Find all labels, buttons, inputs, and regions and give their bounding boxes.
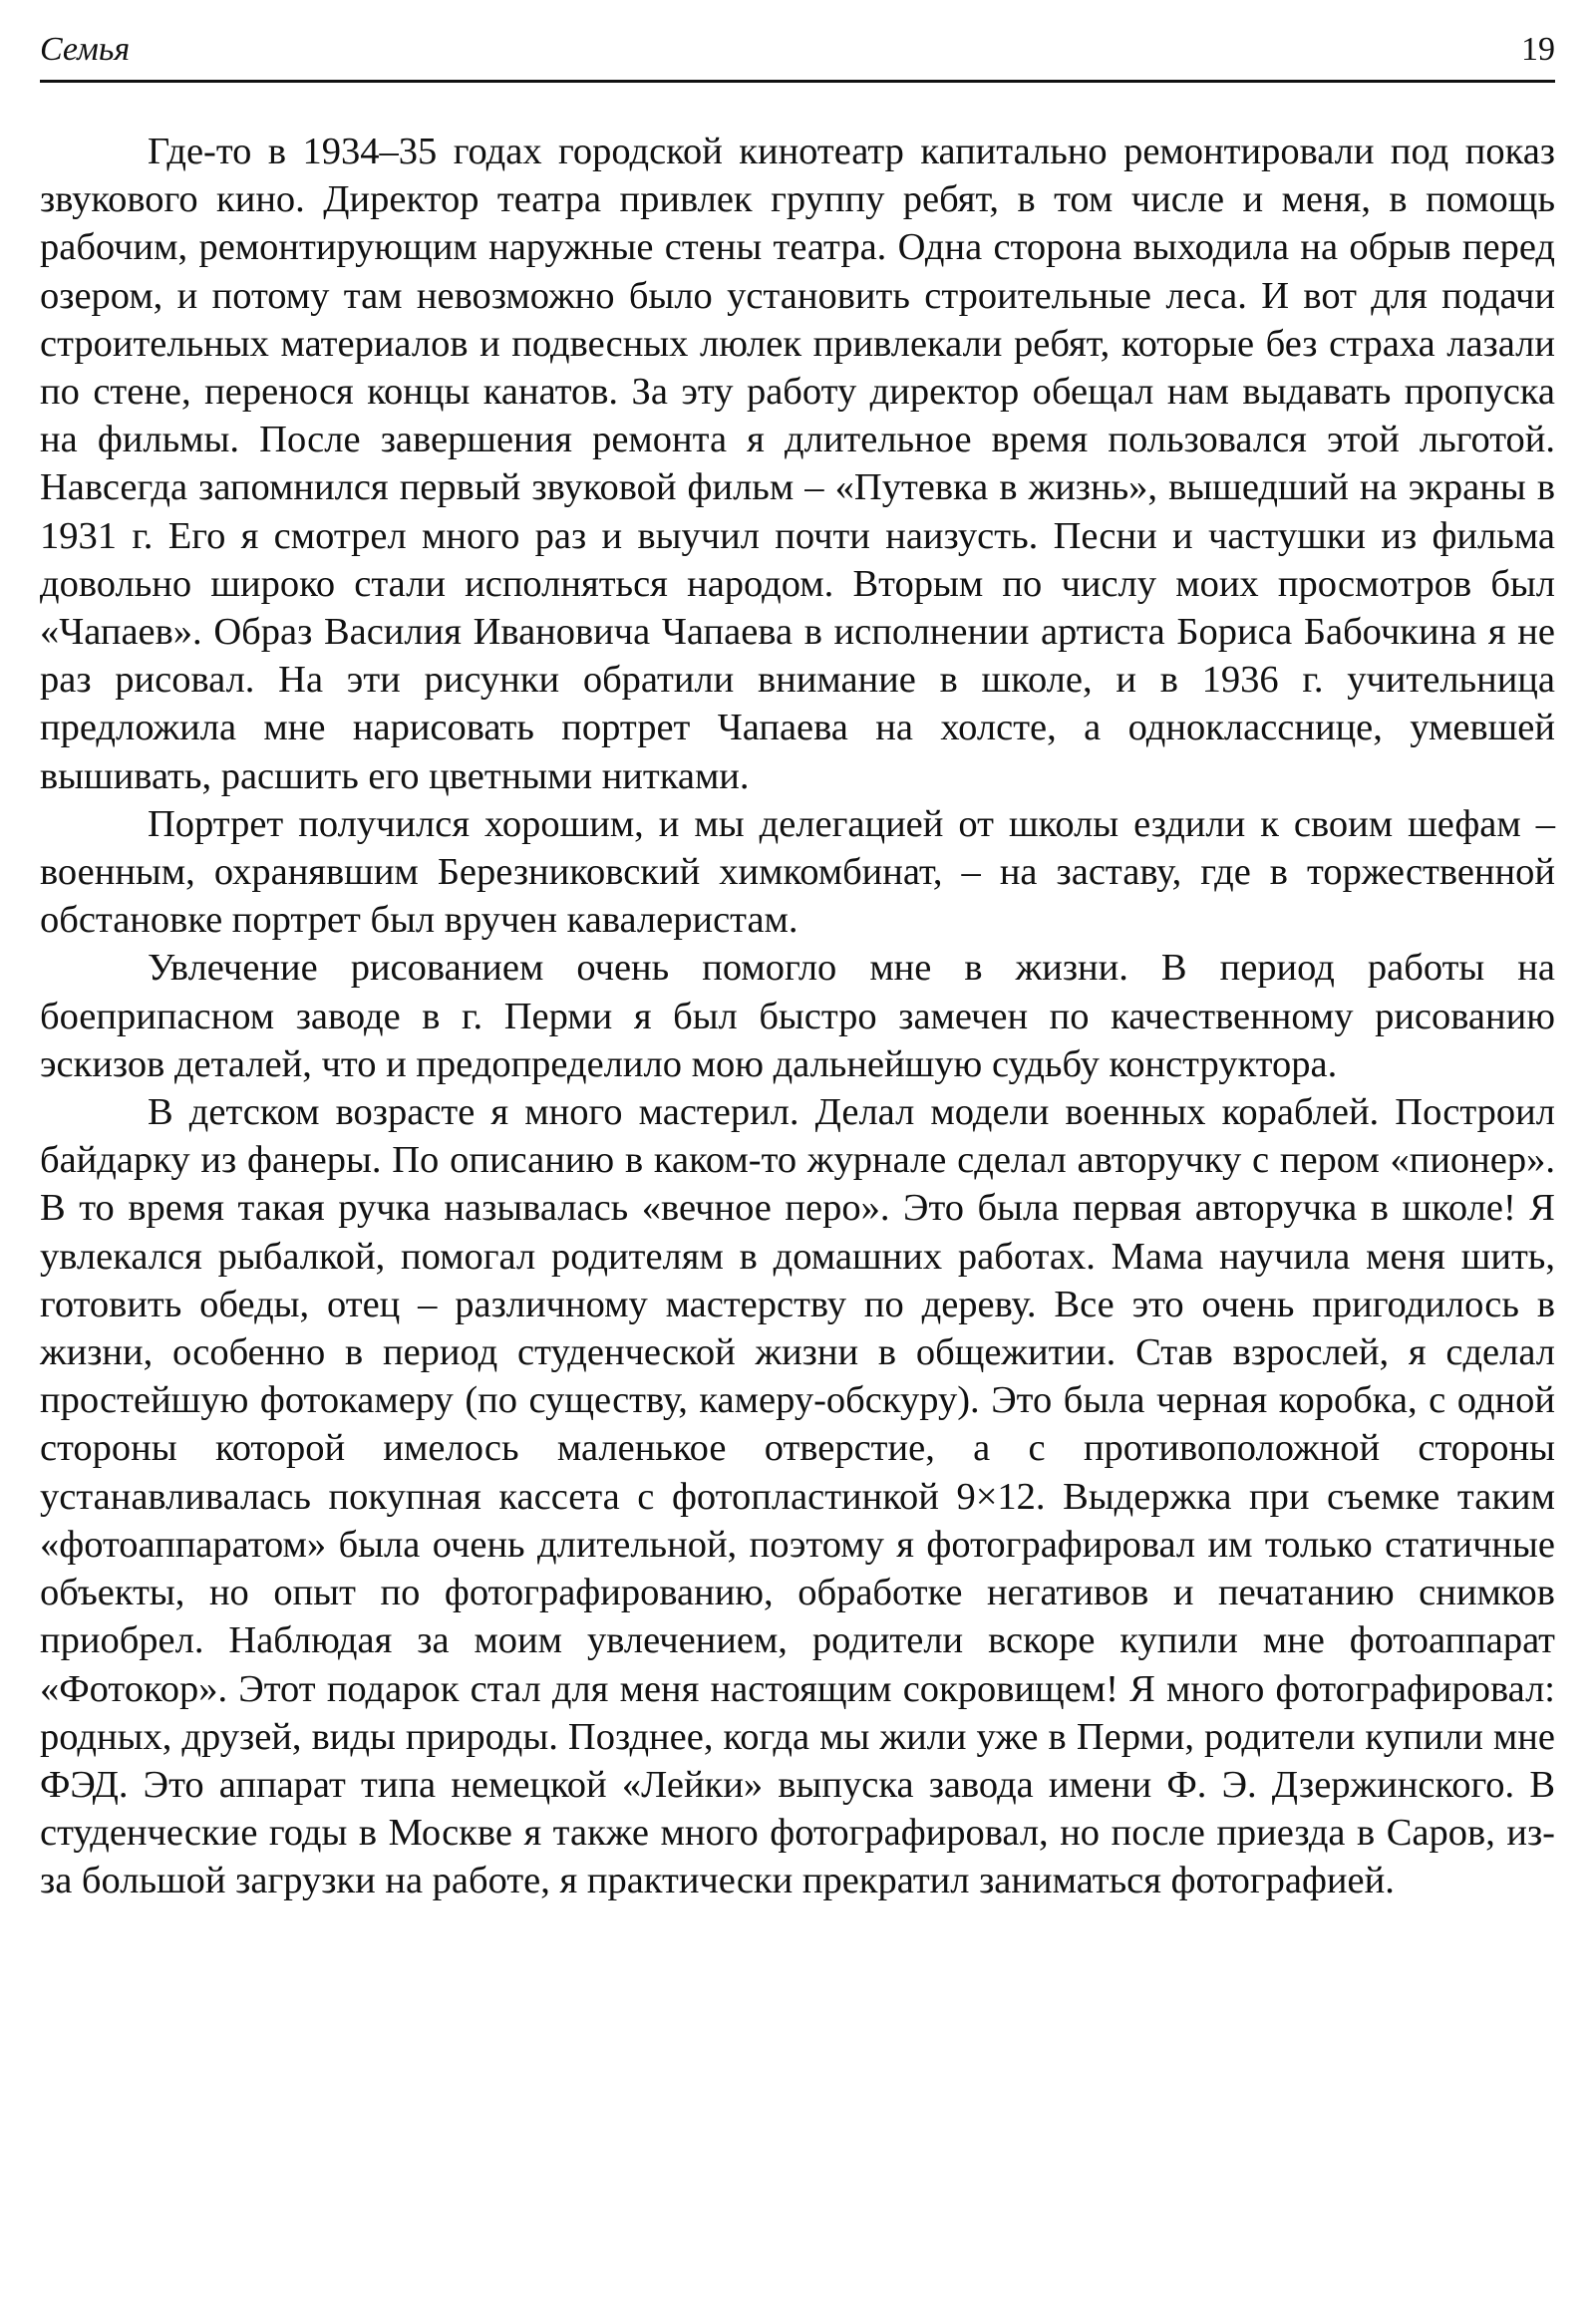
section-title: Семья (40, 31, 131, 68)
header-rule (40, 80, 1555, 83)
paragraph-drawing: Увлечение рисованием очень помогло мне в жизни. В период работы на боеприпасном заводе в г. Перми я был быстро замечен по качественному рисованию эскизов деталей, что и предопределило мою дальнейшую судьбу конструктора. (40, 947, 1555, 1085)
paragraph-crafts: В детском возрасте я много мастерил. Делал модели военных кораблей. Построил байдарку из фанеры. По описанию в каком-то журнале сделал авторучку с пером «пионер». В то время такая ручка называлась «вечное перо». Это была первая авторучка в школе! Я увлекался рыбалкой, помогал родителям в домашних работах. Мама научила меня шить, готовить обеды, отец – различному мастерству по дереву. Все это очень пригодилось в жизни, особенно в период студенческой жизни в общежитии. Став взрослей, я сделал простейшую фотокамеру (по существу, камеру-обскуру). Это была черная коробка, с одной стороны которой имелось маленькое отверстие, а с противоположной стороны устанавливалась покупная кассета с фотопластинкой 9×12. Выдержка при съемке таким «фотоаппаратом» была очень длительной, поэтому я фотографировал им только статичные объекты, но опыт по фотографированию, обработке негативов и печатанию снимков приобрел. Наблюдая за моим увлечением, родители вскоре купили мне фотоаппарат «Фотокор». Этот подарок стал для меня настоящим сокровищем! Я много фотографировал: родных, друзей, виды природы. Позднее, когда мы жили уже в Перми, родители купили мне ФЭД. Это аппарат типа немецкой «Лейки» выпуска завода имени Ф. Э. Дзержинского. В студенческие годы в Москве я также много фотографировал, но после приезда в Саров, из-за большой загрузки на работе, я практически прекратил заниматься фотографией. (40, 1091, 1555, 1902)
paragraph-cinema: Где-то в 1934–35 годах городской кинотеатр капитально ремонтировали под показ звукового кино. Директор театра привлек группу ребят, в том числе и меня, в помощь рабочим, ремонтирующим наружные стены театра. Одна сторона выходила на обрыв перед озером, и потому там невозможно было установить строительные леса. И вот для подачи строительных материалов и подвесных люлек привлекали ребят, которые без страха лазали по стене, перенося концы канатов. За эту работу директор обещал нам выдавать пропуска на фильмы. После завершения ремонта я длительное время пользовался этой льготой. Навсегда запомнился первый звуковой фильм – «Путевка в жизнь», вышедший на экраны в 1931 г. Его я смотрел много раз и выучил почти наизусть. Песни и частушки из фильма довольно широко стали исполняться народом. Вторым по числу моих просмотров был «Чапаев». Образ Василия Ивановича Чапаева в исполнении артиста Бориса Бабочкина я не раз рисовал. На эти рисунки обратили внимание в школе, и в 1936 г. учительница предложила мне нарисовать портрет Чапаева на холсте, а однокласснице, умевшей вышивать, расшить его цветными нитками. (40, 131, 1555, 797)
running-header (40, 28, 1555, 72)
body-text (40, 128, 1555, 1905)
page-number: 19 (1521, 31, 1555, 68)
paragraph-portrait: Портрет получился хорошим, и мы делегацией от школы ездили к своим шефам – военным, охранявшим Березниковский химкомбинат, – на заставу, где в торжественной обстановке портрет был вручен кавалеристам. (40, 802, 1555, 942)
